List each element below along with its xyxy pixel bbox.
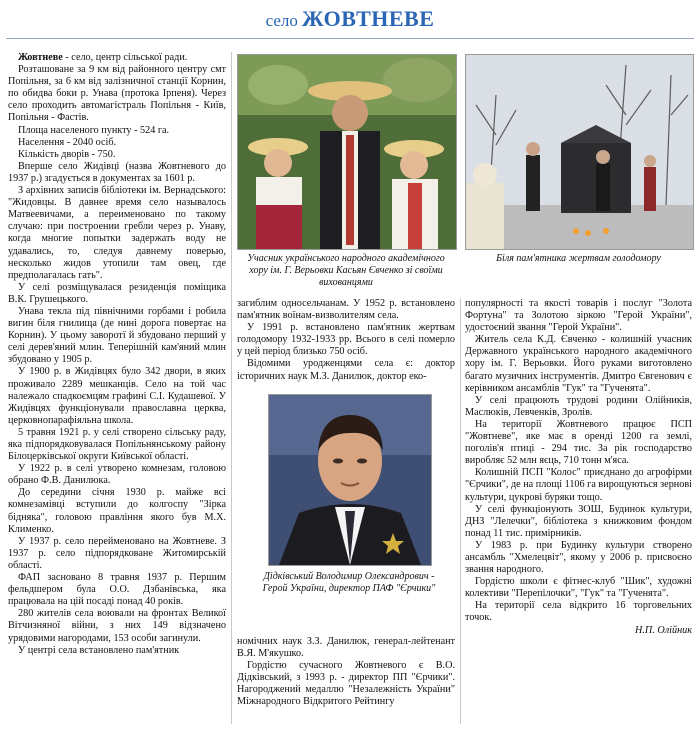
paragraph [237,298,455,322]
title-prefix: село [265,11,298,30]
paragraph-text: У 1991 р. встановлено пам'ятник жертвам голодомору 1932-1933 рр. Всього в селі померло у цей період близько 750 осіб. [237,322,455,358]
article-column-1 [8,52,226,724]
paragraph [8,64,226,124]
paragraph [8,306,226,366]
paragraph [8,572,226,608]
paragraph-text: До середини січня 1930 р. майже всі комнезамівці вступили до колгоспу "Зірка бідняка", головою правління якого був М.Х. Клименко. [8,487,226,535]
paragraph-text: У селі працюють трудові родини Олійників, Маслюків, Левченків, Зролів. [465,394,692,418]
paragraph-text: На території Жовтневого працює ПСП "Жовтневе", яке має в оренді 1200 га землі, поголів'я птиці - 294 тис. За рік господарство виробляє 52 млн яєць, 710 тонн м'яса. [465,418,692,467]
paragraph-text: На території села відкрито 16 торговельних точок. [465,600,692,624]
article-column-3 [465,298,692,724]
photo-caption-portrait: Дідківський Володимир Олександрович - Герой України, директор ПАФ "Єрчики" [262,571,436,594]
paragraph-text: З архівних записів бібліотеки ім. Вернадського: "Жидовцы. В давнее время село называлось Матвеевичами, а переименовано по такому случаю: при построении гребли через р. Унаву, когда многие попытки задержать воду не удавались, то, следуя давнему поверью, несколько жидов утопили там овец, где предполагалась гать". [8,185,226,281]
paragraph-text: У центрі села встановлено пам'ятник [18,644,180,656]
paragraph-text: У селі функціонують ЗОШ, Будинок культури, ДНЗ "Лелечки", бібліотека з книжковим фондом понад 11 тис. примірників. [465,503,692,539]
paragraph-text: У селі розміщувалася резиденція поміщика В.К. Грушецького. [8,281,226,305]
paragraph [8,487,226,535]
paragraph [8,645,226,657]
paragraph [465,540,692,576]
article-column-2-bottom [237,636,455,724]
paragraph [465,334,692,394]
title-divider [6,38,694,39]
photo-holodomor-memorial [465,54,694,250]
paragraph [237,322,455,358]
paragraph [8,161,226,185]
paragraph-text: Гордістю сучасного Жовтневого є В.О. Дідківський, з 1993 р. - директор ПП "Єрчики". Нагороджений медаллю "Незалежність України" Міжнародного Відкритого Рейтингу [237,660,455,708]
photo-choir-member-with-children [237,54,457,250]
paragraph [8,463,226,487]
paragraph-text: Розташоване за 9 км від районного центру смт Попільня, за 6 км від залізничної станції Корнин, по обидва боки р. Унава (протока Ірпеня). Через село проходить автомагістраль Попільня - Київ, Попільня - Фастів. [8,64,226,124]
paragraph [8,137,226,149]
column-divider-2 [460,298,461,724]
paragraph [237,636,455,660]
photo-memorial-illustration [466,55,693,249]
paragraph-text: загиблим односельчанам. У 1952 р. встановлено пам'ятник воїнам-визволителям села. [237,298,455,322]
paragraph [465,504,692,540]
paragraph [237,358,455,382]
paragraph [8,608,226,644]
paragraph-text: У 1983 р. при Будинку культури створено ансамбль "Хмелецвіт", якому у 2006 р. присвоєно звання народного. [465,539,692,576]
paragraph [465,576,692,600]
paragraph-text: Населення - 2040 осіб. [18,136,117,148]
paragraph-text: У 1922 р. в селі утворено комнезам, головою обрано Ф.В. Данилюка. [8,463,226,487]
paragraph-text: Відомими уродженцями села є: доктор історичних наук М.З. Данилюк, доктор еко- [237,358,455,382]
paragraph [465,419,692,467]
title-village-name: ЖОВТНЕВЕ [301,6,435,31]
paragraph [465,395,692,419]
paragraph-text: Кількість дворів - 750. [18,148,116,160]
photo-caption-memorial: Біля пам'ятника жертвам голодомору [496,253,661,264]
paragraph [8,282,226,306]
paragraph [8,366,226,426]
paragraph-text: У 1900 р. в Жидівцях було 342 двори, в яких проживало 2289 мешканців. Село на той час належало спадкоємцям графині С.І. Кудашевої. У Жидівцях функціонували православна церква, церковнопарафіяльна школа. [8,366,226,426]
author-signature: Н.П. Олійник [635,624,692,636]
paragraph [8,536,226,572]
paragraph [8,185,226,282]
paragraph-text: Унава текла під північними горбами і робила вигин біля гнилища (де нині дорога повертає на Корнин). У цьому заворотї й збудовано перший у селі дерев'яний млин. Теперішній кам'яний млин збудовано у 1905 р. [8,305,226,366]
paragraph [8,52,226,64]
paragraph-text: Площа населеного пункту - 524 га. [18,124,170,136]
column-divider-1 [231,52,232,724]
paragraph-text: У 1937 р. село перейменовано на Жовтневе. З 1937 р. село підпорядковане Житомирській області. [8,535,226,571]
paragraph-text: 5 травня 1921 р. у селі створено сільську раду, яка підпорядковувалася Попільнянському району Білоцерківської округи Київської області. [8,426,226,463]
paragraph-text: Колишній ПСП "Колос" приєднано до агрофірми "Єрчики", де на площі 1106 га вирощуються зернові культури, цукрові буряки тощо. [465,467,692,503]
paragraph-text: 280 жителів села воювали на фронтах Великої Вітчизняної війни, з них 149 відзначено урядовими нагородами, 153 особи загинули. [8,608,226,644]
page-title [0,6,700,35]
photo-portrait-illustration [269,395,431,565]
paragraph [8,149,226,161]
paragraph-text: - село, центр сільської ради. [62,52,188,63]
paragraph [465,467,692,503]
paragraph-text: Гордістю школи є фітнес-клуб "Шик", художні колективи "Перепілочки", "Гук" та "Гученята". [465,576,692,600]
paragraph-text: популярності та якості товарів і послуг "Золота Фортуна" та Золотою зіркою "Герой України", удостоєний звання "Герой України". [465,298,692,334]
paragraph-text: ФАП засновано 8 травня 1937 р. Першим фельдшером була О.О. Дзбанівська, яка працювала на цій посаді понад 40 років. [8,572,226,608]
photo-choir-illustration [238,55,456,249]
paragraph [8,427,226,463]
paragraph [8,125,226,137]
paragraph [465,298,692,334]
article-column-2-top [237,298,455,382]
lead-word: Жовтневе [18,52,63,63]
paragraph-text: Житель села К.Д. Євченко - колишній учасник Державного українського народного академічного хору ім. Г. Верьовки. Його руками виготовлено багато музичних інструментів. Дмитро Євгенович є керівником ансамблів "Гук" та "Гученята". [465,334,692,394]
paragraph-text: Вперше село Жидівці (назва Жовтневого до 1937 р.) згадується в документах за 1601 р. [8,160,226,184]
photo-portrait-didkivskyi [268,394,432,566]
paragraph-text: номічних наук З.З. Данилюк, генерал-лейтенант В.Я. М'якушко. [237,636,455,660]
photo-caption-choir: Учасник українського народного академічного хору ім. Г. Верьовки Касьян Євченко зі своїми вихованцями [247,253,445,288]
paragraph [465,600,692,624]
paragraph [237,660,455,708]
